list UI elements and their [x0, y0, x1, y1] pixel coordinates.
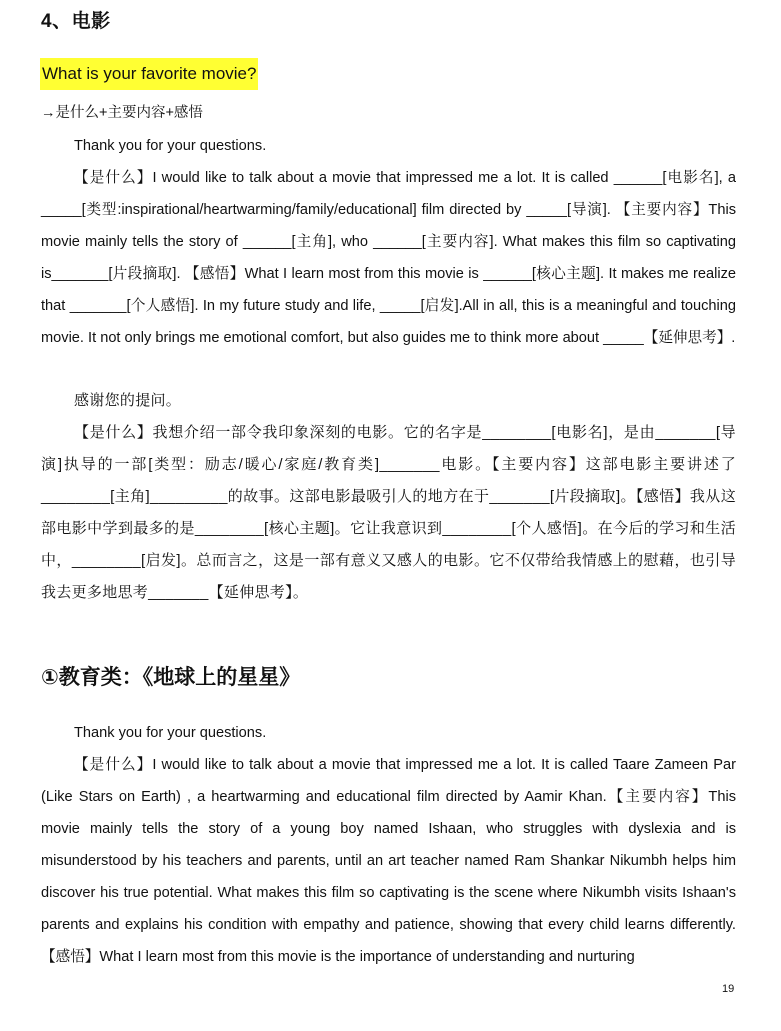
example-answer-block: [41, 717, 736, 973]
page-number: 19: [722, 983, 735, 995]
question-highlight: What is your favorite movie?: [40, 58, 258, 90]
example-opening: Thank you for your questions.: [74, 725, 267, 741]
chinese-template-block: [41, 385, 736, 609]
english-template-body: 【是什么】I would like to talk about a movie that impressed me a lot. It is called ______[电影名], a _____[类型:inspirational/heartwarming/family/educational] film directed by _____[导演]. 【主要内容】This movie mainly tells the story of ______[主角], who ______[主要内容]. What makes this film so captivating is_______[片段摘取]. 【感悟】What I learn most from this movie is ______[核心主题]. It makes me realize that _______[个人感悟]. In my future study and life, _____[启发].All in all, this is a meaningful and touching movie. It not only brings me emotional comfort, but also guides me to think more about _____【延伸思考】.: [41, 170, 736, 346]
section-heading: 4、电影: [41, 11, 111, 32]
english-template-opening: Thank you for your questions.: [74, 138, 267, 154]
example-body: 【是什么】I would like to talk about a movie that impressed me a lot. It is called Taare Zameen Par (Like Stars on Earth) , a heartwarming and educational film directed by Aamir Khan.【主要内容】This movie mainly tells the story of a young boy named Ishaan, who struggles with dyslexia and is misunderstood by his teachers and parents, until an art teacher named Ram Shankar Nikumbh helps him discover his true potential. What makes this film so captivating is the scene where Nikumbh visits Ishaan's parents and explains his condition with empathy and patience, showing that every child learns differently.【感悟】What I learn most from this movie is the importance of understanding and nurturing: [41, 757, 736, 965]
chinese-template-opening: 感谢您的提问。: [74, 392, 182, 409]
english-template-block: [41, 130, 736, 354]
chinese-template-body: 【是什么】我想介绍一部令我印象深刻的电影。它的名字是________[电影名]，是由_______[导演]执导的一部[类型：励志/暖心/家庭/教育类]_______电影。【主要内容】这部电影主要讲述了________[主角]_________的故事。这部电影最吸引人的地方在于_______[片段摘取]。【感悟】我从这部电影中学到最多的是________[核心主题]。它让我意识到________[个人感悟]。在今后的学习和生活中，________[启发]。总而言之，这是一部有意义又感人的电影。它不仅带给我情感上的慰藉，也引导我去更多地思考_______【延伸思考】。: [41, 424, 736, 601]
answer-structure-line: →是什么+主要内容+感悟: [41, 105, 203, 121]
example-heading: ①教育类：《地球上的星星》: [41, 666, 301, 689]
